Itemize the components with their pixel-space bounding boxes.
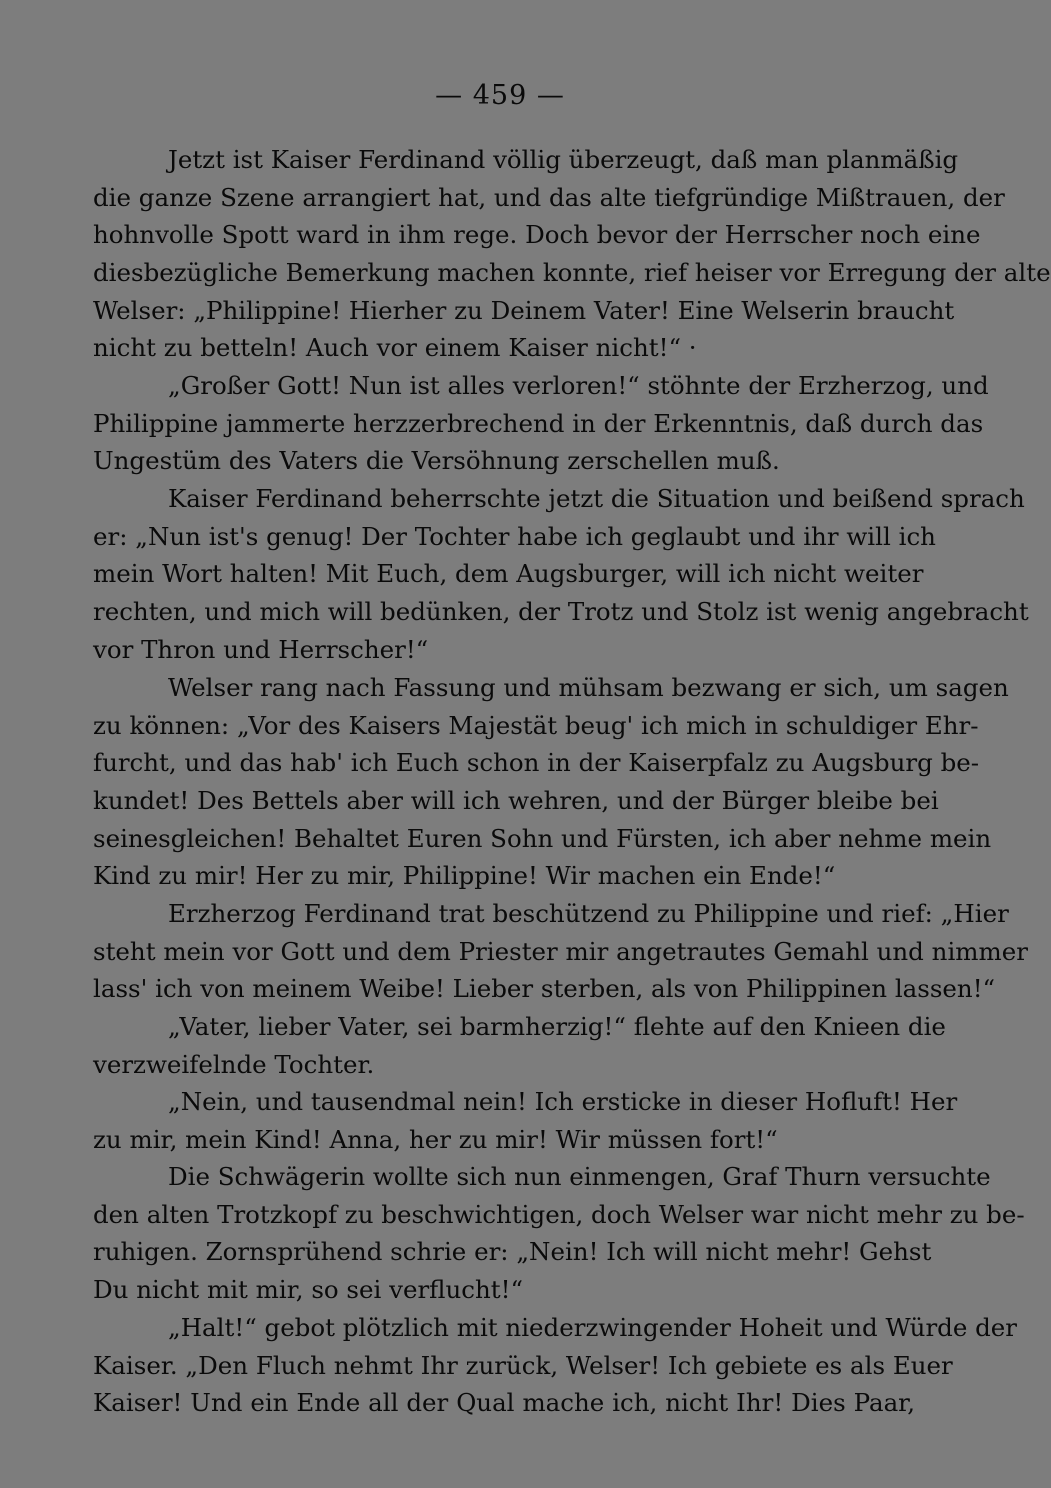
text-line: „Nein, und tausendmal nein! Ich ersticke in dieser Hofluft! Her bbox=[168, 1087, 958, 1116]
text-line: Kind zu mir! Her zu mir, Philippine! Wir machen ein Ende!“ bbox=[93, 861, 836, 891]
paragraph bbox=[93, 669, 1009, 895]
text-line: „Halt!“ gebot plötzlich mit niederzwingender Hoheit und Würde der bbox=[168, 1313, 1018, 1342]
text-line: furcht, und das hab' ich Euch schon in der Kaiserpfalz zu Augsburg be- bbox=[93, 748, 980, 778]
text-line: nicht zu betteln! Auch vor einem Kaiser nicht!“ · bbox=[93, 333, 697, 363]
text-line: zu können: „Vor des Kaisers Majestät beug' ich mich in schuldiger Ehr- bbox=[93, 710, 979, 740]
text-line: lass' ich von meinem Weibe! Lieber sterben, als von Philippinen lassen!“ bbox=[93, 974, 996, 1004]
text-line: Philippine jammerte herzzerbrechend in der Erkenntnis, daß durch das bbox=[93, 408, 984, 438]
text-line: steht mein vor Gott und dem Priester mir angetrautes Gemahl und nimmer bbox=[93, 936, 1028, 966]
text-line: Ungestüm des Vaters die Versöhnung zerschellen muß. bbox=[93, 446, 780, 476]
text-line: mein Wort halten! Mit Euch, dem Augsburger, will ich nicht weiter bbox=[93, 559, 924, 589]
text-line: hohnvolle Spott ward in ihm rege. Doch bevor der Herrscher noch eine bbox=[93, 220, 981, 250]
paragraph bbox=[93, 1008, 946, 1083]
paragraph bbox=[93, 895, 1028, 1008]
text-line: „Vater, lieber Vater, sei barmherzig!“ flehte auf den Knieen die bbox=[168, 1012, 946, 1041]
text-line: den alten Trotzkopf zu beschwichtigen, doch Welser war nicht mehr zu be- bbox=[93, 1199, 1025, 1229]
text-line: vor Thron und Herrscher!“ bbox=[93, 634, 429, 664]
text-line: Erzherzog Ferdinand trat beschützend zu Philippine und rief: „Hier bbox=[168, 899, 1009, 928]
paragraph bbox=[93, 480, 1029, 668]
text-line: seinesgleichen! Behaltet Euren Sohn und Fürsten, ich aber nehme mein bbox=[93, 823, 992, 853]
paragraph bbox=[93, 141, 1051, 367]
paragraph bbox=[93, 1083, 958, 1158]
text-line: Du nicht mit mir, so sei verflucht!“ bbox=[93, 1275, 524, 1305]
page-number: — 459 — bbox=[435, 80, 565, 111]
paragraph bbox=[93, 1309, 1018, 1422]
text-line: Kaiser! Und ein Ende all der Qual mache ich, nicht Ihr! Dies Paar, bbox=[93, 1388, 915, 1418]
text-line: Welser rang nach Fassung und mühsam bezwang er sich, um sagen bbox=[168, 673, 1009, 702]
text-line: diesbezügliche Bemerkung machen konnte, rief heiser vor Erregung der alte bbox=[93, 258, 1051, 288]
text-line: ruhigen. Zornsprühend schrie er: „Nein! Ich will nicht mehr! Gehst bbox=[93, 1237, 932, 1267]
text-line: die ganze Szene arrangiert hat, und das alte tiefgründige Mißtrauen, der bbox=[93, 182, 1005, 212]
text-line: rechten, und mich will bedünken, der Trotz und Stolz ist wenig angebracht bbox=[93, 597, 1029, 627]
text-line: Jetzt ist Kaiser Ferdinand völlig überzeugt, daß man planmäßig bbox=[168, 145, 959, 174]
text-line: zu mir, mein Kind! Anna, her zu mir! Wir müssen fort!“ bbox=[93, 1124, 778, 1154]
paragraph bbox=[93, 1158, 1025, 1309]
paragraph bbox=[93, 367, 989, 480]
text-line: Die Schwägerin wollte sich nun einmengen, Graf Thurn versuchte bbox=[168, 1162, 991, 1191]
text-line: Welser: „Philippine! Hierher zu Deinem Vater! Eine Welserin braucht bbox=[93, 295, 955, 325]
text-line: „Großer Gott! Nun ist alles verloren!“ stöhnte der Erzherzog, und bbox=[168, 371, 989, 400]
text-line: Kaiser Ferdinand beherrschte jetzt die Situation und beißend sprach bbox=[168, 484, 1025, 513]
text-line: kundet! Des Bettels aber will ich wehren, und der Bürger bleibe bei bbox=[93, 786, 939, 816]
text-line: verzweifelnde Tochter. bbox=[93, 1049, 375, 1079]
text-line: Kaiser. „Den Fluch nehmt Ihr zurück, Welser! Ich gebiete es als Euer bbox=[93, 1350, 953, 1380]
text-line: er: „Nun ist's genug! Der Tochter habe ich geglaubt und ihr will ich bbox=[93, 521, 936, 551]
